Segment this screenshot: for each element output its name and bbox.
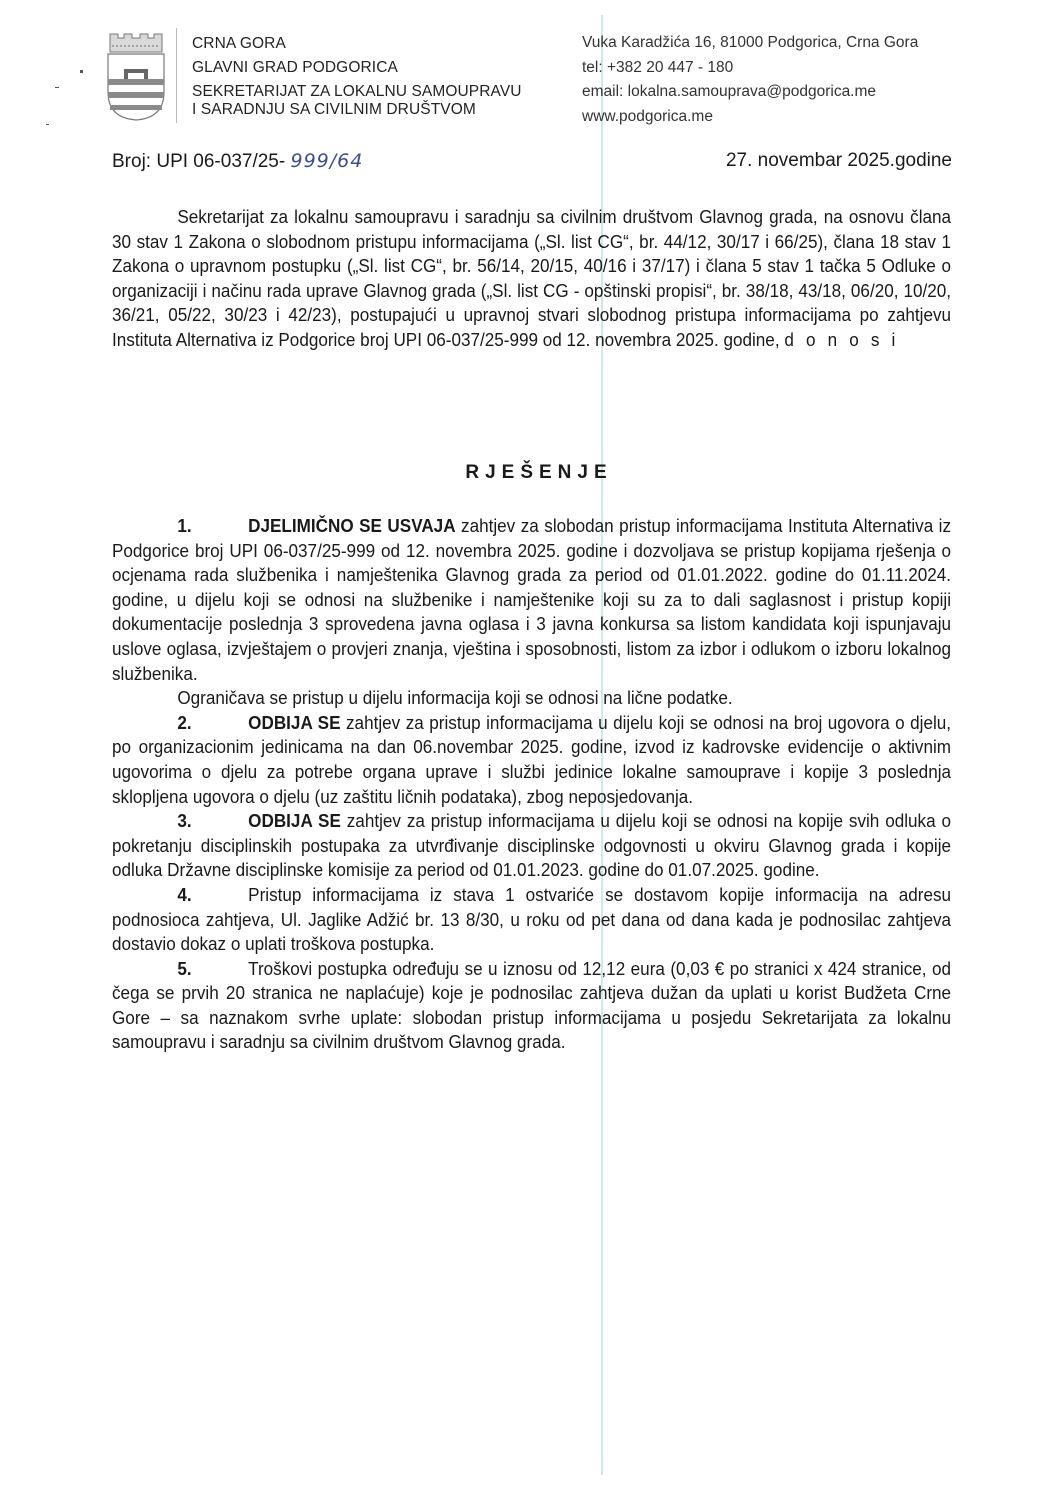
item-number: 4. — [177, 883, 192, 905]
contact-website: www.podgorica.me — [582, 107, 713, 125]
decision-item-1-restriction: Ograničava se pristup u dijelu informacija koji se odnosi na lične podatke. — [177, 687, 733, 709]
org-secretariat-line-2: I SARADNJU SA CIVILNIM DRUŠTVOM — [192, 101, 476, 118]
document-date: 27. novembar 2025.godine — [725, 150, 952, 171]
podgorica-coat-of-arms-icon — [106, 30, 166, 122]
decision-item-5 — [112, 957, 951, 1055]
item-verdict: DJELIMIČNO SE USVAJA — [248, 515, 456, 536]
reference-number — [112, 150, 363, 173]
item-verdict: ODBIJA SE — [248, 810, 341, 832]
item-text: zahtjev za slobodan pristup informacijama Instituta Alternativa iz Podgorice broj UPI 06-037/25-999 od 12. novembra 2025. godine i dozvoljava se pristup kopijama rješenja o ocjenama rada službenika i namještenika Glavnog grada za period od 01.01.2022. godine do 01.11.2024. godine, u dijelu koji se odnosi na službenike i namještenike koji su za to dali saglasnost i pristup kopiji dokumentacije poslednja 3 sprovedena javna oglasa i 3 javna konkursa sa listom kandidata koji ispunjavaju uslove oglasa, izvještajem o provjeri znanja, vještina i sposobnosti, listom za izbor i odlukom o izboru lokalnog službenika. — [112, 515, 952, 684]
item-text: zahtjev za pristup informacijama u dijelu koji se odnosi na kopije svih odluka o pokretanju disciplinskih postupaka za utvrđivanje disciplinske odgovnosti u okviru Glavnog grada i kopije odluka Državne disciplinske komisije za period od 01.01.2023. godine do 01.07.2025. godine. — [112, 810, 952, 881]
item-number: 1. — [177, 515, 192, 536]
decision-item-3 — [112, 809, 951, 883]
decision-item-1 — [112, 514, 951, 686]
scan-speck — [55, 87, 59, 88]
item-text: Troškovi postupka određuju se u iznosu od 12,12 eura (0,03 € po stranici x 424 stranice, od čega se prvih 20 stranica ne naplaćuje) koje je podnosilac zahtjeva dužan da uplati u korist Budžeta Crne Gore – sa naznakom svrhe uplate: slobodan pristup informacijama u posjedu Sekretarijata za lokalnu samoupravu i saradnju sa civilnim društvom Glavnog grada. — [112, 957, 952, 1053]
contact-email: email: lokalna.samouprava@podgorica.me — [582, 83, 877, 100]
scan-speck — [80, 70, 83, 73]
contact-phone: tel: +382 20 447 - 180 — [582, 58, 734, 76]
contact-block — [582, 31, 918, 129]
decision-item-4 — [112, 883, 951, 957]
org-secretariat-line-1: SEKRETARIJAT ZA LOKALNU SAMOUPRAVU — [192, 83, 522, 100]
org-city: GLAVNI GRAD PODGORICA — [192, 59, 398, 76]
item-text: Pristup informacijama iz stava 1 ostvariće se dostavom kopije informacija na adresu podnosioca zahtjeva, Ul. Jaglike Adžić br. 13 8/30, u roku od pet dana od dana kada je podnosilac zahtjeva dostavio dokaz o uplati troškova postupka. — [112, 883, 952, 955]
item-number: 5. — [177, 957, 192, 979]
intro-text: Sekretarijat za lokalnu samoupravu i saradnju sa civilnim društvom Glavnog grada, na osnovu člana 30 stav 1 Zakona o slobodnom pristupu informacijama („Sl. list CG“, br. 44/12, 30/17 i 66/25), člana 18 stav 1 Zakona o upravnom postupku („Sl. list CG“, br. 56/14, 20/15, 40/16 i 37/17) i člana 5 stav 1 tačka 5 Odluke o organizaciji i načinu rada uprave Glavnog grada („Sl. list CG - opštinski propisi“, br. 38/18, 43/18, 06/20, 10/20, 36/21, 05/22, 30/23 i 42/23), postupajući u upravnoj stvari slobodnog pristupa informacijama po zahtjevu Instituta Alternativa iz Podgorice broj UPI 06-037/25-999 od 12. novembra 2025. godine, — [112, 206, 952, 350]
item-number: 2. — [177, 711, 192, 733]
item-number: 3. — [177, 810, 192, 832]
handwritten-number: 999/64 — [290, 150, 364, 172]
scan-speck — [46, 124, 49, 125]
header-divider — [176, 28, 177, 123]
decision-title: RJEŠENJE — [465, 462, 613, 483]
decision-item-2 — [112, 711, 951, 809]
contact-address: Vuka Karadžića 16, 81000 Podgorica, Crna Gora — [582, 34, 919, 51]
decision-items — [112, 514, 951, 1055]
item-text: zahtjev za pristup informacijama u dijelu koji se odnosi na broj ugovora o djelu, po organizacionim jedinicama na dan 06.novembar 2025. godine, izvod iz kadrovske evidencije o aktivnim ugovorima o djelu za potrebe organa uprave i službi jedinice lokalne samouprave i kopije 3 poslednja sklopljena ugovora o djelu (uz zaštitu ličnih podataka), zbog neposjedovanja. — [112, 711, 952, 807]
reference-prefix: Broj: UPI 06-037/25- — [112, 151, 291, 172]
item-verdict: ODBIJA SE — [248, 711, 341, 733]
intro-paragraph — [112, 205, 951, 353]
organization-block — [192, 32, 522, 119]
intro-closing: d o n o s i — [784, 328, 899, 350]
org-country: CRNA GORA — [192, 35, 286, 52]
